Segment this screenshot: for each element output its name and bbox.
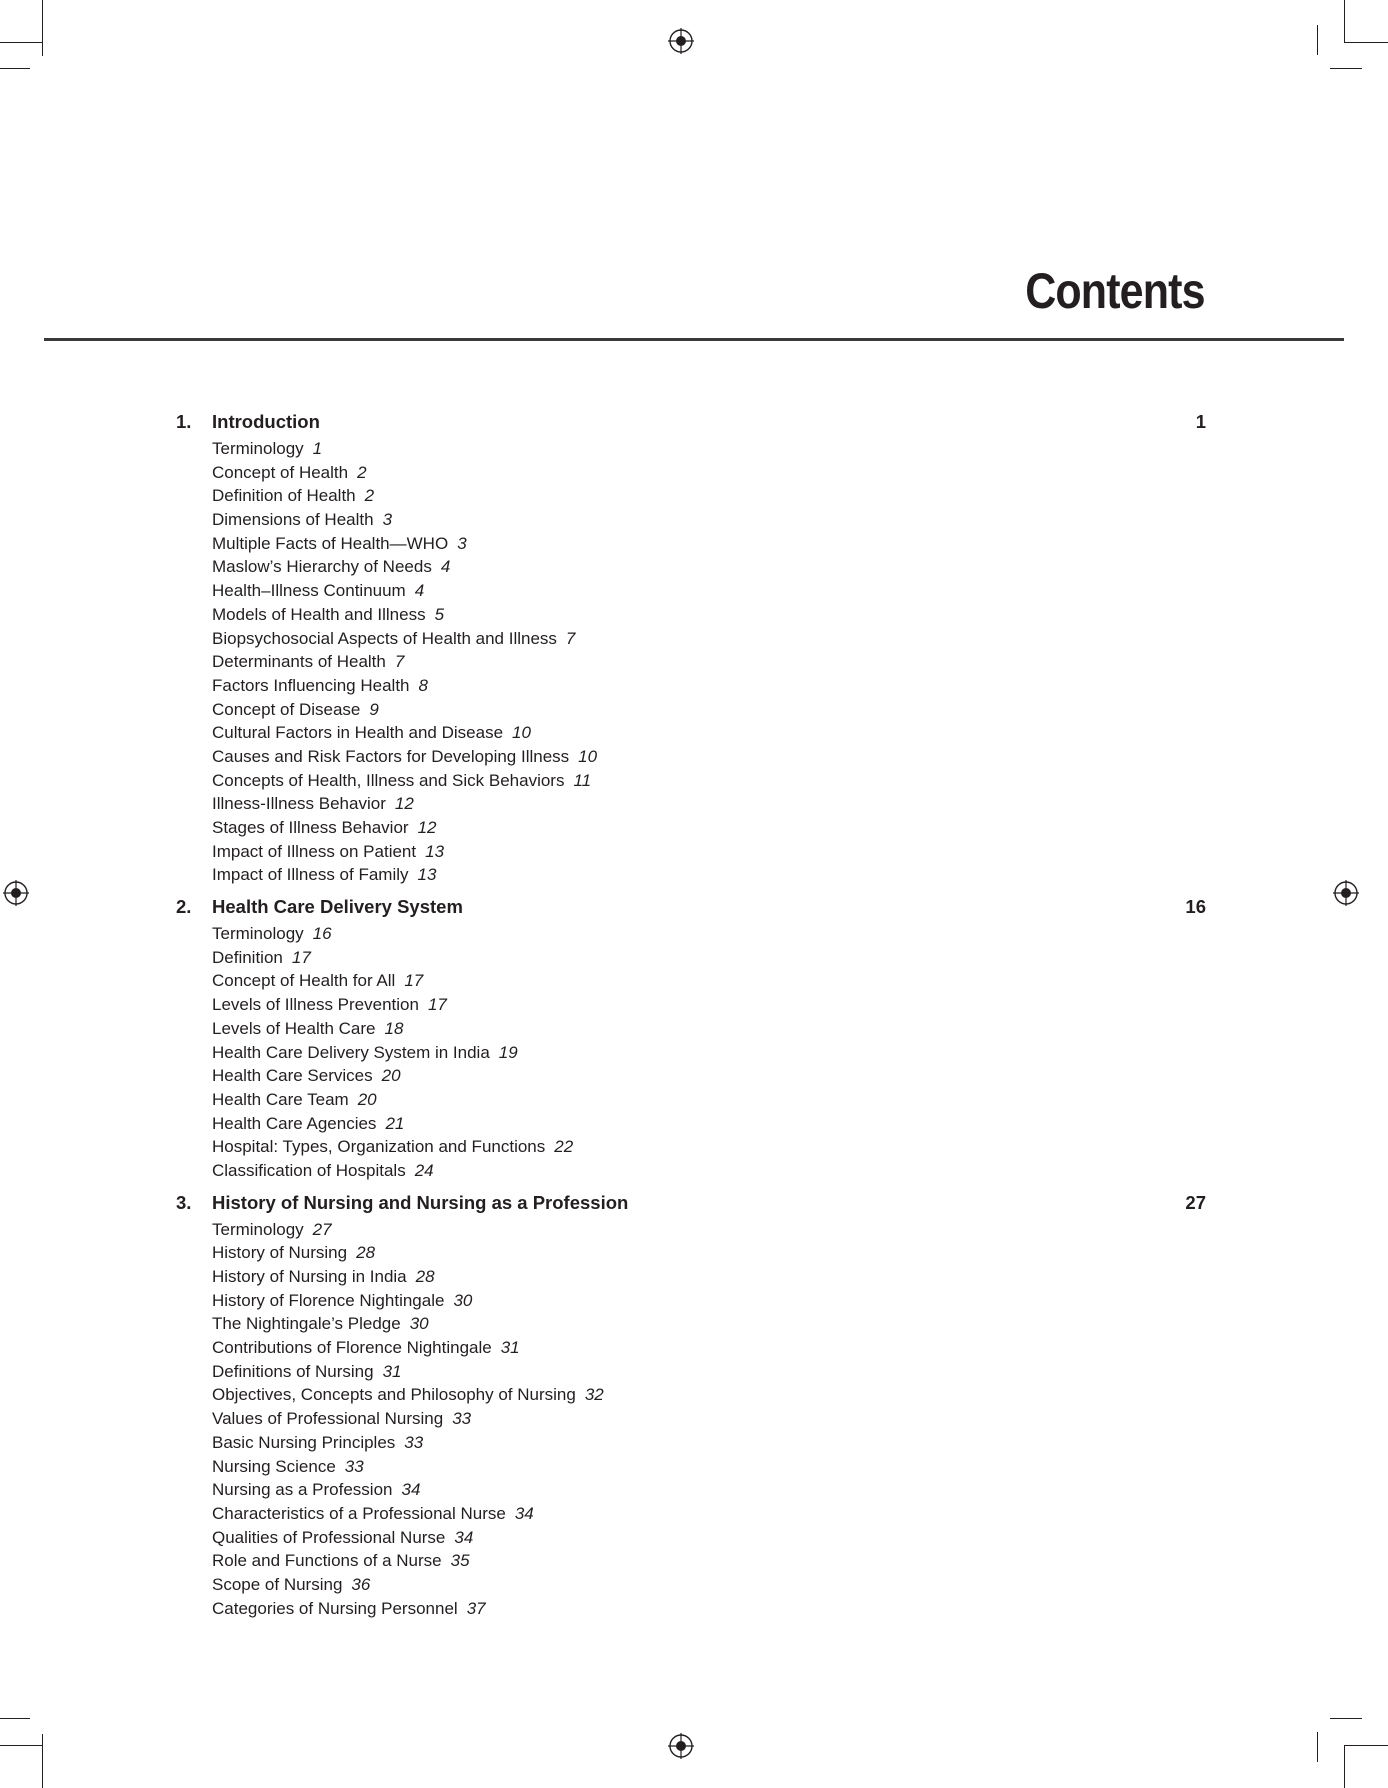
toc-entry[interactable] (212, 627, 1206, 651)
entry-page-number: 5 (434, 604, 445, 624)
toc-entry[interactable] (212, 1289, 1206, 1313)
entry-page-number: 34 (454, 1527, 474, 1547)
entry-title: Concepts of Health, Illness and Sick Behaviors (212, 770, 565, 790)
chapter-number: 3. (176, 1191, 192, 1213)
entry-page-number: 34 (401, 1480, 421, 1500)
entry-page-number: 1 (312, 439, 323, 458)
toc-entry[interactable] (212, 698, 1206, 722)
entry-title: Maslow’s Hierarchy of Needs (212, 557, 432, 577)
entry-title: Stages of Illness Behavior (212, 818, 409, 837)
entry-page-number: 12 (417, 818, 437, 837)
toc-entry[interactable] (212, 579, 1206, 603)
entry-page-number: 20 (381, 1066, 401, 1086)
entry-page-number: 18 (384, 1018, 404, 1038)
entry-title: Terminology (212, 439, 304, 458)
toc-entry[interactable] (212, 650, 1206, 674)
chapter-section (176, 1192, 1206, 1621)
entry-page-number: 2 (357, 462, 367, 482)
chapter-heading[interactable] (176, 411, 1206, 437)
crop-mark (1317, 25, 1318, 55)
entry-title: Impact of Illness of Family (212, 865, 409, 885)
toc-entry[interactable] (212, 1526, 1206, 1550)
title-rule (44, 338, 1344, 341)
toc-entry[interactable] (212, 603, 1206, 627)
chapter-page-number: 27 (1185, 1191, 1206, 1213)
entry-page-number: 36 (351, 1574, 371, 1594)
entry-title: Classification of Hospitals (212, 1160, 406, 1180)
chapter-heading[interactable] (176, 1192, 1206, 1218)
toc-entry[interactable] (212, 484, 1206, 508)
crop-mark (1344, 0, 1345, 42)
entry-title: Terminology (212, 1219, 304, 1239)
toc-entry[interactable] (212, 1502, 1206, 1526)
entry-title: Impact of Illness on Patient (212, 841, 417, 861)
entry-page-number: 3 (382, 510, 393, 530)
registration-mark-icon (3, 880, 29, 906)
entry-title: Definitions of Nursing (212, 1361, 374, 1381)
toc-entry[interactable] (212, 1360, 1206, 1384)
entry-title: Biopsychosocial Aspects of Health and Illness (212, 628, 557, 648)
entry-title: Concept of Health (212, 462, 349, 482)
entry-title: Causes and Risk Factors for Developing Illness (212, 746, 570, 766)
entry-page-number: 16 (312, 924, 332, 944)
crop-mark (1317, 1732, 1318, 1762)
toc-entry[interactable] (212, 1336, 1206, 1360)
crop-mark (1344, 42, 1388, 43)
entry-page-number: 10 (512, 723, 531, 743)
toc-entry[interactable] (212, 1431, 1206, 1455)
entry-title: History of Florence Nightingale (212, 1290, 445, 1310)
entry-title: Categories of Nursing Personnel (212, 1598, 458, 1618)
entry-title: History of Nursing in India (212, 1267, 407, 1286)
toc-entry[interactable] (212, 1064, 1206, 1088)
entry-title: Determinants of Health (212, 652, 386, 672)
entry-list (176, 922, 1206, 1183)
entry-page-number: 30 (453, 1290, 473, 1310)
toc-entry[interactable] (212, 840, 1206, 864)
entry-page-number: 27 (312, 1219, 332, 1239)
toc-entry[interactable] (212, 792, 1206, 816)
entry-page-number: 33 (404, 1432, 424, 1452)
chapter-title: Introduction (212, 411, 320, 432)
entry-title: Concept of Health for All (212, 971, 396, 991)
chapter-number: 1. (176, 411, 192, 432)
entry-title: Factors Influencing Health (212, 675, 410, 695)
entry-title: Models of Health and Illness (212, 604, 426, 624)
entry-title: Health–Illness Continuum (212, 581, 406, 601)
toc-entry[interactable] (212, 922, 1206, 946)
entry-title: Basic Nursing Principles (212, 1432, 396, 1452)
toc-entry[interactable] (212, 721, 1206, 745)
toc-entry[interactable] (212, 946, 1206, 970)
entry-page-number: 28 (415, 1267, 435, 1286)
toc-entry[interactable] (212, 1383, 1206, 1407)
entry-page-number: 32 (584, 1385, 604, 1405)
entry-page-number: 35 (450, 1551, 470, 1571)
chapter-section (176, 411, 1206, 887)
entry-page-number: 24 (414, 1160, 434, 1180)
crop-mark (1344, 1745, 1345, 1788)
crop-mark (1330, 68, 1362, 69)
toc-entry[interactable] (212, 508, 1206, 532)
crop-mark (0, 1745, 42, 1746)
toc-entry[interactable] (212, 745, 1206, 769)
toc-entry[interactable] (212, 1159, 1206, 1183)
entry-title: Terminology (212, 924, 304, 944)
registration-mark-icon (668, 28, 694, 54)
entry-title: Scope of Nursing (212, 1574, 343, 1594)
entry-title: Levels of Health Care (212, 1018, 376, 1038)
page-title: Contents (1025, 263, 1205, 319)
entry-title: Multiple Facts of Health—WHO (212, 533, 449, 553)
entry-title: Nursing as a Profession (212, 1480, 393, 1500)
chapter-page-number: 16 (1185, 896, 1206, 918)
entry-page-number: 28 (356, 1243, 376, 1263)
toc-entry[interactable] (212, 1112, 1206, 1136)
entry-page-number: 2 (364, 486, 375, 506)
toc-entry[interactable] (212, 1265, 1206, 1289)
entry-title: Characteristics of a Professional Nurse (212, 1503, 506, 1523)
chapter-section (176, 896, 1206, 1183)
toc-entry[interactable] (212, 1478, 1206, 1502)
entry-page-number: 8 (418, 675, 428, 695)
entry-page-number: 17 (291, 947, 311, 967)
table-of-contents (176, 411, 1206, 1629)
entry-title: Levels of Illness Prevention (212, 995, 419, 1015)
toc-entry[interactable] (212, 1135, 1206, 1159)
toc-entry[interactable] (212, 1597, 1206, 1621)
entry-title: Nursing Science (212, 1456, 336, 1476)
entry-title: History of Nursing (212, 1243, 348, 1263)
crop-mark (0, 42, 42, 43)
entry-page-number: 12 (394, 794, 414, 814)
toc-entry[interactable] (212, 969, 1206, 993)
entry-title: Health Care Agencies (212, 1113, 377, 1133)
entry-title: Definition of Health (212, 486, 356, 506)
entry-page-number: 31 (382, 1361, 402, 1381)
entry-title: Qualities of Professional Nurse (212, 1527, 446, 1547)
toc-entry[interactable] (212, 674, 1206, 698)
entry-title: Contributions of Florence Nightingale (212, 1338, 492, 1358)
entry-page-number: 22 (554, 1137, 574, 1157)
registration-mark-icon (668, 1733, 694, 1759)
entry-page-number: 7 (565, 628, 576, 648)
crop-mark (0, 1718, 30, 1719)
entry-page-number: 20 (357, 1089, 377, 1109)
chapter-heading[interactable] (176, 896, 1206, 922)
toc-entry[interactable] (212, 1241, 1206, 1265)
chapter-page-number: 1 (1195, 411, 1206, 432)
entry-page-number: 33 (344, 1456, 364, 1476)
entry-page-number: 10 (578, 746, 598, 766)
entry-page-number: 21 (385, 1113, 405, 1133)
toc-entry[interactable] (212, 863, 1206, 887)
entry-page-number: 17 (427, 995, 447, 1015)
toc-entry[interactable] (212, 437, 1206, 461)
entry-title: Dimensions of Health (212, 510, 374, 530)
entry-page-number: 33 (452, 1409, 472, 1429)
crop-mark (0, 68, 30, 69)
entry-title: Objectives, Concepts and Philosophy of Nursing (212, 1385, 576, 1405)
entry-page-number: 19 (498, 1042, 518, 1062)
crop-mark (1330, 1718, 1362, 1719)
entry-title: Values of Professional Nursing (212, 1409, 444, 1429)
entry-title: Concept of Disease (212, 699, 361, 719)
entry-page-number: 4 (440, 557, 451, 577)
toc-entry[interactable] (212, 1218, 1206, 1242)
chapter-title: History of Nursing and Nursing as a Profession (212, 1191, 629, 1213)
entry-list (176, 437, 1206, 887)
toc-entry[interactable] (212, 816, 1206, 840)
toc-entry[interactable] (212, 1312, 1206, 1336)
entry-page-number: 31 (500, 1338, 520, 1358)
toc-entry[interactable] (212, 769, 1206, 793)
chapter-number: 2. (176, 896, 192, 918)
entry-title: Definition (212, 947, 283, 967)
crop-mark (1344, 1745, 1388, 1746)
toc-entry[interactable] (212, 1455, 1206, 1479)
toc-entry[interactable] (212, 1573, 1206, 1597)
entry-page-number: 13 (417, 865, 437, 885)
entry-page-number: 11 (573, 770, 592, 790)
chapter-title: Health Care Delivery System (212, 896, 463, 918)
toc-entry[interactable] (212, 1407, 1206, 1431)
entry-title: Health Care Services (212, 1066, 373, 1086)
entry-title: Health Care Team (212, 1089, 349, 1109)
entry-title: The Nightingale’s Pledge (212, 1314, 401, 1334)
toc-entry[interactable] (212, 1549, 1206, 1573)
entry-page-number: 34 (514, 1503, 534, 1523)
entry-page-number: 37 (466, 1598, 486, 1618)
entry-title: Role and Functions of a Nurse (212, 1551, 442, 1571)
entry-title: Cultural Factors in Health and Disease (212, 723, 504, 743)
entry-title: Illness-Illness Behavior (212, 794, 386, 814)
entry-page-number: 3 (457, 533, 467, 553)
entry-title: Hospital: Types, Organization and Functions (212, 1137, 546, 1157)
toc-entry[interactable] (212, 1088, 1206, 1112)
toc-entry[interactable] (212, 461, 1206, 485)
entry-page-number: 17 (404, 971, 424, 991)
toc-entry[interactable] (212, 532, 1206, 556)
crop-mark (42, 0, 43, 56)
crop-mark (42, 1734, 43, 1788)
toc-entry[interactable] (212, 1017, 1206, 1041)
toc-entry[interactable] (212, 1041, 1206, 1065)
entry-page-number: 13 (425, 841, 445, 861)
toc-entry[interactable] (212, 993, 1206, 1017)
entry-page-number: 30 (409, 1314, 429, 1334)
entry-page-number: 4 (414, 581, 425, 601)
registration-mark-icon (1333, 880, 1359, 906)
toc-entry[interactable] (212, 555, 1206, 579)
entry-title: Health Care Delivery System in India (212, 1042, 490, 1062)
entry-page-number: 7 (394, 652, 405, 672)
entry-page-number: 9 (369, 699, 379, 719)
entry-list (176, 1218, 1206, 1621)
